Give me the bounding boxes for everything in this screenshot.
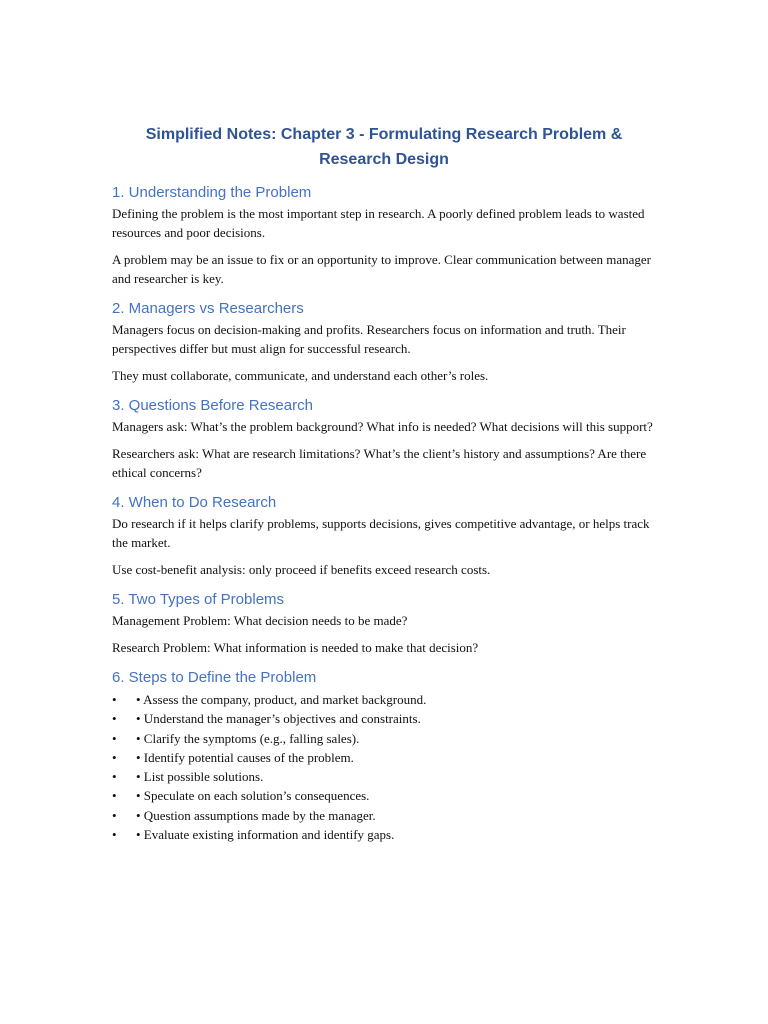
- section-heading: 4. When to Do Research: [112, 494, 277, 511]
- bullet-icon: •: [112, 730, 117, 746]
- bullet-icon: •: [112, 788, 117, 804]
- paragraph: Research Problem: What information is needed to make that decision?: [112, 640, 479, 655]
- list-item-text: • Assess the company, product, and market background.: [136, 692, 427, 707]
- list-item: [112, 825, 656, 844]
- paragraph: Management Problem: What decision needs to be made?: [112, 613, 408, 628]
- bullet-icon: •: [112, 711, 117, 727]
- list-item-text: • Question assumptions made by the manager.: [136, 807, 376, 823]
- section-steps-to-define: [112, 668, 656, 844]
- list-item: [112, 767, 656, 786]
- paragraph: Do research if it helps clarify problems, supports decisions, gives competitive advantage, or helps track the market.: [112, 516, 650, 550]
- section-heading: 5. Two Types of Problems: [112, 591, 285, 608]
- paragraph: They must collaborate, communicate, and understand each other’s roles.: [112, 368, 489, 383]
- list-item-text: • Speculate on each solution’s consequences.: [136, 788, 370, 804]
- list-item-text: • List possible solutions.: [136, 769, 264, 785]
- list-item: [112, 729, 656, 748]
- list-item-text: • Evaluate existing information and identify gaps.: [136, 827, 395, 843]
- list-item-text: • Identify potential causes of the problem.: [136, 749, 354, 765]
- paragraph: Defining the problem is the most important step in research. A poorly defined problem leads to wasted resources and poor decisions.: [112, 206, 645, 240]
- section-heading: 2. Managers vs Researchers: [112, 300, 304, 317]
- bullet-icon: •: [112, 769, 117, 785]
- list-item: [112, 748, 656, 767]
- bullet-icon: •: [112, 749, 117, 765]
- paragraph: Managers focus on decision-making and profits. Researchers focus on information and truth. Their perspectives differ but must align for successful research.: [112, 322, 626, 356]
- section-understanding-problem: [112, 183, 656, 288]
- steps-list: [112, 690, 656, 844]
- list-item-text: • Understand the manager’s objectives and constraints.: [136, 711, 421, 727]
- section-when-to-do-research: [112, 493, 656, 579]
- section-heading: 3. Questions Before Research: [112, 397, 313, 414]
- list-item-text: • Clarify the symptoms (e.g., falling sales).: [136, 730, 360, 746]
- list-item: [112, 806, 656, 825]
- bullet-icon: •: [112, 807, 117, 823]
- section-heading: 1. Understanding the Problem: [112, 184, 312, 201]
- section-heading: 6. Steps to Define the Problem: [112, 669, 317, 686]
- paragraph: Use cost-benefit analysis: only proceed if benefits exceed research costs.: [112, 562, 491, 577]
- paragraph: Researchers ask: What are research limitations? What’s the client’s history and assumptions? Are there ethical concerns?: [112, 446, 647, 480]
- bullet-icon: •: [112, 827, 117, 843]
- section-two-types-of-problems: [112, 590, 656, 657]
- paragraph: Managers ask: What’s the problem background? What info is needed? What decisions will this support?: [112, 419, 653, 434]
- list-item: [112, 709, 656, 728]
- section-managers-vs-researchers: [112, 299, 656, 385]
- paragraph: A problem may be an issue to fix or an opportunity to improve. Clear communication between manager and researcher is key.: [112, 252, 651, 286]
- section-questions-before-research: [112, 396, 656, 482]
- list-item: [112, 786, 656, 805]
- bullet-icon: •: [112, 692, 117, 707]
- document-title: Simplified Notes: Chapter 3 - Formulating Research Problem & Research Design: [145, 126, 623, 168]
- list-item: [112, 690, 656, 709]
